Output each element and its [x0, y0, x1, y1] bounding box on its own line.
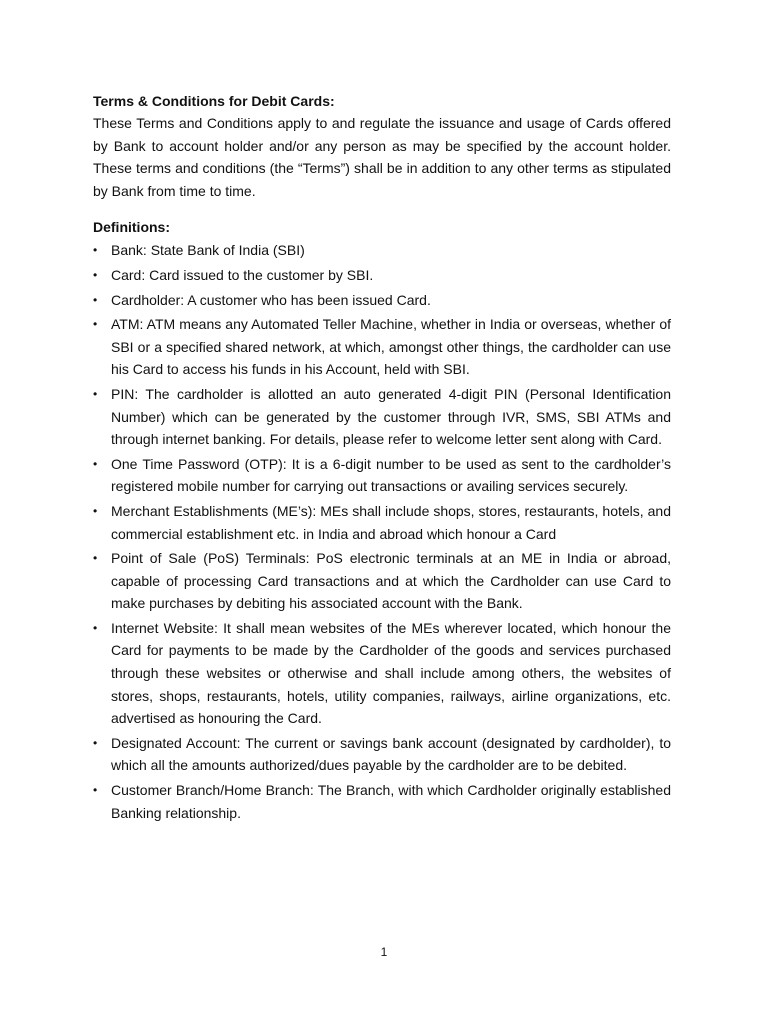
bullet-icon: • — [93, 783, 98, 798]
definition-text: Customer Branch/Home Branch: The Branch, with which Cardholder originally established Banking relationship. — [111, 782, 671, 821]
bullet-icon: • — [93, 386, 98, 401]
definitions-heading: Definitions: — [93, 219, 170, 236]
definition-item — [93, 264, 671, 287]
definition-text: Cardholder: A customer who has been issued Card. — [111, 291, 431, 308]
definition-item — [93, 547, 671, 615]
document-page — [93, 90, 671, 826]
definition-text: Bank: State Bank of India (SBI) — [111, 242, 305, 259]
bullet-icon: • — [93, 456, 98, 471]
definition-item — [93, 383, 671, 451]
bullet-icon: • — [93, 620, 98, 635]
bullet-icon: • — [93, 551, 98, 566]
definition-text: PIN: The cardholder is allotted an auto generated 4-digit PIN (Personal Identification Number) which can be generated by the customer through IVR, SMS, SBI ATMs and through internet banking. For details, please refer to welcome letter sent along with Card. — [111, 385, 671, 448]
document-title: Terms & Conditions for Debit Cards: — [93, 93, 335, 109]
bullet-icon: • — [93, 267, 98, 282]
definition-item — [93, 313, 671, 381]
bullet-icon: • — [93, 503, 98, 518]
definition-text: Merchant Establishments (ME’s): MEs shall include shops, stores, restaurants, hotels, and commercial establishment etc. in India and abroad which honour a Card — [111, 502, 671, 542]
bullet-icon: • — [93, 243, 98, 258]
definitions-list — [93, 239, 671, 824]
definition-text: Designated Account: The current or savings bank account (designated by cardholder), to which all the amounts authorized/dues payable by the cardholder are to be debited. — [111, 734, 671, 774]
definition-item — [93, 779, 671, 824]
definition-item — [93, 453, 671, 498]
definition-item — [93, 617, 671, 730]
bullet-icon: • — [93, 292, 98, 307]
definition-item — [93, 289, 671, 312]
bullet-icon: • — [93, 317, 98, 332]
definition-text: ATM: ATM means any Automated Teller Machine, whether in India or overseas, whether of SBI or a specified shared network, at which, amongst other things, the cardholder can use his Card to access his funds in his Account, held with SBI. — [111, 316, 671, 378]
definition-text: One Time Password (OTP): It is a 6-digit number to be used as sent to the cardholder’s registered mobile number for carrying out transactions or availing services securely. — [111, 455, 671, 495]
definition-item — [93, 239, 671, 262]
intro-paragraph: These Terms and Conditions apply to and regulate the issuance and usage of Cards offered by Bank to account holder and/or any person as may be specified by the account holder. These terms and conditions (the “Terms”) shall be in addition to any other terms as stipulated by Bank from time to time. — [93, 115, 671, 199]
page-number: 1 — [380, 945, 388, 959]
definition-item — [93, 500, 671, 545]
definition-text: Point of Sale (PoS) Terminals: PoS electronic terminals at an ME in India or abroad, capable of processing Card transactions and at which the Cardholder can use Card to make purchases by debiting his associated account with the Bank. — [111, 550, 671, 612]
definition-text: Internet Website: It shall mean websites of the MEs wherever located, which honour the Card for payments to be made by the Cardholder of the goods and services purchased through these websites or otherwise and shall include among others, the websites of stores, shops, restaurants, hotels, utility companies, railways, airline organizations, etc. advertised as honouring the Card. — [111, 619, 671, 727]
definition-item — [93, 732, 671, 777]
definition-text: Card: Card issued to the customer by SBI. — [111, 266, 374, 283]
bullet-icon: • — [93, 735, 98, 750]
